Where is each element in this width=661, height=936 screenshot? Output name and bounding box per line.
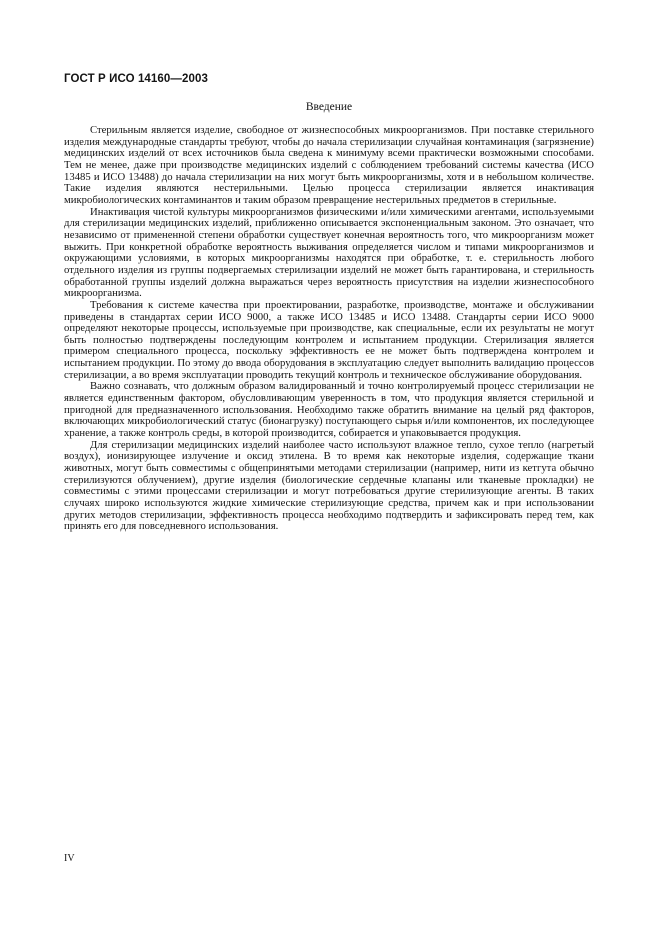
document-header: ГОСТ Р ИСО 14160—2003 xyxy=(64,73,209,85)
paragraph: Для стерилизации медицинских изделий наиболее часто используют влажное тепло, сухое тепло (нагретый воздух), ионизирующее излучение и оксид этилена. В то время как некоторые изделия, содержащие ткани животных, могут быть совместимы с общепринятыми методами стерилизации (например, нити из кетгута обычно стерилизуются облучением), другие изделия (биологические сердечные клапаны или тканевые прокладки) не совместимы с этими процессами стерилизации и могут потребоваться другие стерилизующие агенты. В таких случаях широко используются жидкие химические стерилизующие средства, причем как и при использовании других методов стерилизации, эффективность процесса необходимо подтвердить и зафиксировать перед тем, как принять его для повседневного использования. xyxy=(64,438,594,533)
body-text xyxy=(64,125,594,533)
page-number: IV xyxy=(64,853,75,864)
section-title: Введение xyxy=(305,101,353,113)
paragraph: Инактивация чистой культуры микроорганизмов физическими и/или химическими агентами, используемыми для стерилизации медицинских изделий, приближенно описывается экспоненциальным законом. Это означает, что независимо от примененной степени обработки существует конечная вероятность того, что микроорганизм может выжить. При конкретной обработке вероятность выживания определяется числом и типами микроорганизмов и окружающими условиями, в которых микроорганизмы находятся при обработке, т. е. стерильность любого отдельного изделия из группы подвергаемых стерилизации изделий не может быть гарантирована, и стерильность обработанной группы изделий должна выражаться через вероятность присутствия на изделии жизнеспособного микроорганизма. xyxy=(64,205,594,300)
paragraph: Стерильным является изделие, свободное от жизнеспособных микроорганизмов. При поставке стерильного изделия международные стандарты требуют, чтобы до начала стерилизации случайная контаминация (загрязнение) медицинских изделий от всех источников была сведена к минимуму всеми практически возможными способами. Тем не менее, даже при производстве медицинских изделий с соблюдением требований системы качества (ИСО 13485 и ИСО 13488) до начала стерилизации на них могут быть микроорганизмы, хотя и в небольшом количестве. Такие изделия являются нестерильными. Целью процесса стерилизации является инактивация микробиологических контаминантов и таким образом превращение нестерильных предметов в стерильные. xyxy=(64,124,594,206)
paragraph: Важно сознавать, что должным образом валидированный и точно контролируемый процесс стерилизации не является единственным фактором, обусловливающим уверенность в том, что продукция является стерильной и пригодной для предназначенного использования. Необходимо также обратить внимание на целый ряд факторов, включающих микробиологический статус (бионагрузку) поступающего сырья и/или компонентов, их последующее хранение, а также контроль среды, в которой производится, собирается и упаковывается продукция. xyxy=(64,380,594,440)
paragraph: Требования к системе качества при проектировании, разработке, производстве, монтаже и обслуживании приведены в стандартах серии ИСО 9000, а также ИСО 13485 и ИСО 13488. Стандарты серии ИСО 9000 определяют некоторые процессы, используемые при производстве, как специальные, если их результаты не могут быть полностью подтверждены последующим контролем и испытанием продукции. Стерилизация является примером специального процесса, поскольку эффективность ее не может быть подтверждена контролем и испытанием продукции. По этому до ввода оборудования в эксплуатацию следует выполнить валидацию процессов стерилизации, а во время эксплуатации проводить текущий контроль и техническое обслуживание оборудования. xyxy=(64,298,594,381)
